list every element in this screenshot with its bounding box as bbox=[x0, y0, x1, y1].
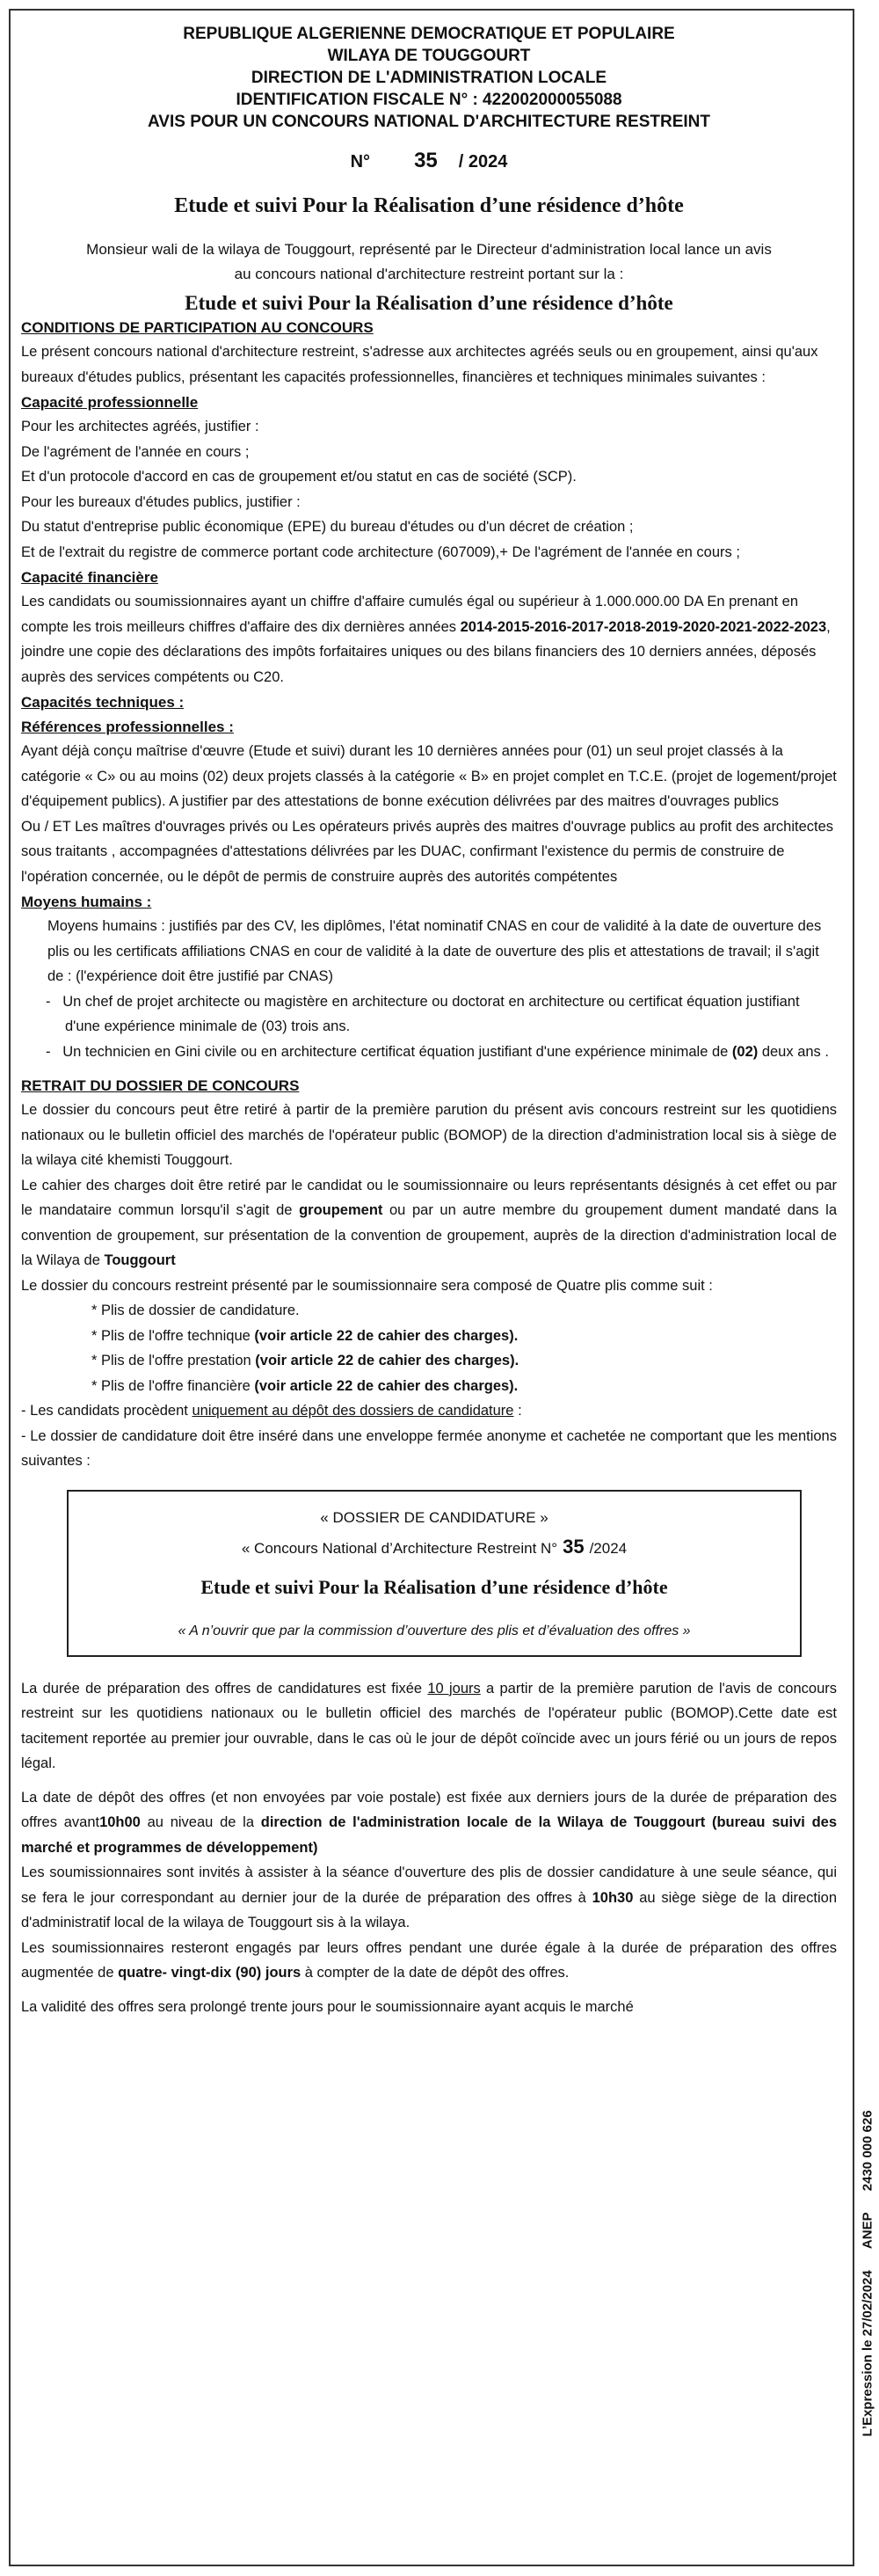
cap-pro-line: Du statut d'entreprise public économique (EPE) du bureau d'études ou d'un décret de création ; bbox=[21, 519, 634, 535]
retrait-dash-underlined: uniquement au dépôt des dossiers de candidature bbox=[192, 1403, 514, 1419]
retrait-dash-text: - Les candidats procèdent bbox=[21, 1403, 193, 1419]
final-paragraph: La validité des offres sera prolongé trente jours pour le soumissionnaire ayant acquis le marché bbox=[21, 1998, 634, 2015]
cap-fin-text: Les candidats ou soumissionnaires ayant un chiffre d'affaire cumulés égal ou supérieur à 1.000.000.00 DA En prenant en compte les trois meilleurs chiffres d'affaire des dix dernières années bbox=[21, 594, 799, 635]
final-text: au siège siège de la direction d'administratif local de la wilaya de Touggourt sis à la wilaya. bbox=[21, 1889, 837, 1930]
header-wilaya: WILAYA DE TOUGGOURT bbox=[327, 47, 531, 65]
intro-line-1: Monsieur wali de la wilaya de Touggourt, représenté par le Directeur d'administration local lance un avis bbox=[86, 241, 772, 258]
conditions-title: CONDITIONS DE PARTICIPATION AU CONCOURS bbox=[21, 319, 374, 336]
cap-pro-line: Pour les architectes agréés, justifier : bbox=[21, 419, 259, 434]
box-dossier-candidature: « DOSSIER DE CANDIDATURE » bbox=[320, 1508, 548, 1526]
moyens-item-text: Un chef de projet architecte ou magistère en architecture ou doctorat en architecture ou certificat équation justifiant d'une expérience minimale de (03) trois ans. bbox=[62, 993, 800, 1034]
retrait-paragraph: Le dossier du concours peut être retiré à partir de la première parution du présent avis concours restreint sur les quotidiens nationaux ou le bulletin officiel des marchés de l'opérateur public (BOMOP) de la direction d'administration local sis à siège de la wilaya cité khemisti Touggourt. bbox=[21, 1102, 837, 1168]
final-text: La durée de préparation des offres de candidatures est fixée bbox=[21, 1680, 428, 1697]
cap-fin-years: 2014-2015-2016-2017-2018-2019-2020-2021-2022-2023 bbox=[460, 618, 827, 635]
final-paragraph bbox=[21, 1936, 837, 1986]
cap-fin-text: , joindre une copie des déclarations des impôts forfaitaires uniques ou des bilans financiers des 10 derniers années, déposés auprès des services compétents ou C20. bbox=[21, 618, 831, 685]
cap-pro-line: Et de l'extrait du registre de commerce portant code architecture (607009),+ De l'agrément de l'année en cours ; bbox=[21, 544, 740, 560]
cap-fin-title: Capacité financière bbox=[21, 569, 158, 586]
header-fiscal-id: IDENTIFICATION FISCALE N° : 422002000055088 bbox=[236, 91, 622, 109]
pli-item: * Plis de dossier de candidature. bbox=[91, 1303, 300, 1318]
box-concours-year: /2024 bbox=[589, 1539, 628, 1557]
final-paragraph bbox=[21, 1676, 837, 1777]
moyens-item: - Un chef de projet architecte ou magistère en architecture ou doctorat en architecture ou certificat équation justifiant d'une expérience minimale de (03) trois ans. bbox=[46, 993, 800, 1034]
pli-item bbox=[21, 1348, 837, 1374]
number-year: / 2024 bbox=[458, 152, 508, 171]
box-concours-number bbox=[69, 1536, 800, 1558]
conditions-paragraph: Le présent concours national d'architecture restreint, s'adresse aux architectes agréés seuls ou en groupement, ainsi qu'aux bureaux d'études publics, présentant les capacités professionnelles, financières et techniques minimales suivantes : bbox=[21, 344, 818, 385]
final-validity-period: quatre- vingt-dix (90) jours bbox=[118, 1965, 301, 1981]
notice-subject-repeat: Etude et suivi Pour la Réalisation d’une résidence d’hôte bbox=[185, 292, 673, 314]
moyens-item-years: (02) bbox=[731, 1043, 759, 1060]
moyens-item-text: Un technicien en Gini civile ou en architecture certificat équation justifiant d'une expérience minimale de bbox=[62, 1043, 732, 1060]
header-republic: REPUBLIQUE ALGERIENNE DEMOCRATIQUE ET POPULAIRE bbox=[183, 25, 675, 43]
notice-subject: Etude et suivi Pour la Réalisation d’une résidence d’hôte bbox=[174, 194, 684, 217]
moyens-title: Moyens humains : bbox=[21, 894, 152, 910]
cap-tech-title: Capacités techniques : bbox=[21, 694, 185, 711]
notice-content bbox=[21, 23, 837, 2019]
final-paragraph bbox=[21, 1860, 837, 1936]
pli-reference: (voir article 22 de cahier des charges). bbox=[254, 1377, 519, 1394]
box-concours-value: 35 bbox=[563, 1535, 585, 1558]
pli-item bbox=[21, 1324, 837, 1349]
moyens-item: - Un technicien en Gini civile ou en architecture certificat équation justifiant d'une expérience minimale de (02) deux ans . bbox=[46, 1043, 829, 1060]
header-direction: DIRECTION DE L'ADMINISTRATION LOCALE bbox=[251, 69, 607, 87]
final-deposit-place: direction de l'administration locale de la Wilaya de Touggourt (bureau suivi des marché et programmes de développement) bbox=[21, 1814, 838, 1856]
envelope-label-box bbox=[67, 1490, 802, 1657]
final-text: Les soumissionnaires sont invités à assister à la séance d'ouverture des plis de dossier candidature à une seule séance, qui se fera le jour correspondant au dernier jour de la durée de préparation des offres à bbox=[21, 1864, 837, 1906]
retrait-dash-text: : bbox=[513, 1403, 522, 1419]
final-text: a partir de la première parution de l'avis de concours restreint sur les quotidiens nationaux ou le bulletin officiel des marchés de l'opérateur public (BOMOP).Cette date est tacitement reportée au premier jour ouvrable, dans le cas où le jour de dépôt coïncide avec un jours férié ou un jours de repos légal. bbox=[21, 1680, 837, 1771]
publication-source: L’Expression le 27/02/2024 bbox=[860, 2270, 875, 2437]
retrait-text: ou par un autre membre du groupement dument mandaté dans la convention de groupement, sur présentation de la convention de groupement, auprès de la direction d'administration local de la Wilaya de bbox=[21, 1202, 837, 1268]
final-duration: 10 jours bbox=[427, 1680, 481, 1697]
moyens-item-text: deux ans . bbox=[758, 1043, 829, 1060]
pli-reference: (voir article 22 de cahier des charges). bbox=[255, 1353, 519, 1368]
cap-pro-title: Capacité professionnelle bbox=[21, 394, 199, 411]
publication-sidebar-text bbox=[861, 2101, 875, 2445]
number-label: N° bbox=[350, 152, 371, 171]
retrait-dash bbox=[21, 1398, 837, 1424]
cap-pro-line: De l'agrément de l'année en cours ; bbox=[21, 443, 250, 460]
ref-title: Références professionnelles : bbox=[21, 719, 234, 735]
retrait-touggourt: Touggourt bbox=[104, 1252, 176, 1268]
retrait-paragraph bbox=[21, 1173, 837, 1273]
pli-label: * Plis de l'offre financière bbox=[91, 1377, 255, 1394]
pli-item bbox=[21, 1374, 837, 1399]
ref-paragraph: Ou / ET Les maîtres d'ouvrages privés ou Les opérateurs privés auprès des maitres d'ouvrage publics au profit des architectes sous traitants , accompagnées d'attestations délivrées par les DUAC, confirmant l'existence du permis de construire de l'opération concernée, ou le dépôt de permis de construire auprès des autorités compétentes bbox=[21, 818, 834, 885]
ref-paragraph: Ayant déjà conçu maîtrise d'œuvre (Etude et suivi) durant les 10 dernières années pour (01) un seul projet classés à la catégorie « C» ou au moins (02) deux projets classés à la catégorie « B» en projet complet en T.C.E. (projet de logement/projet d'équipement publics). A justifier par des attestations de bonne exécution délivrées par des maitres d'ouvrages publics bbox=[21, 743, 837, 809]
header-notice-title: AVIS POUR UN CONCOURS NATIONAL D'ARCHITECTURE RESTREINT bbox=[148, 113, 710, 131]
publication-sidebar bbox=[856, 1988, 879, 2559]
box-concours-text: « Concours National d’Architecture Restreint N° bbox=[241, 1539, 558, 1557]
final-text: Les soumissionnaires resteront engagés par leurs offres pendant une durée égale à la durée de préparation des offres augmentée de bbox=[21, 1939, 837, 1981]
moyens-paragraph: Moyens humains : justifiés par des CV, les diplômes, l'état nominatif CNAS en cour de validité à la date de ouverture des plis ou les certificats affiliations CNAS en cour de validité à la date de ouverture des plis et attestations de travail; il s'agit de : (l'expérience doit être justifié par CNAS) bbox=[47, 918, 822, 984]
cap-pro-line: Et d'un protocole d'accord en cas de groupement et/ou statut en cas de société (SCP). bbox=[21, 469, 577, 485]
retrait-title: RETRAIT DU DOSSIER DE CONCOURS bbox=[21, 1077, 300, 1094]
intro-line-2: au concours national d'architecture restreint portant sur la : bbox=[234, 266, 624, 282]
publication-ref: 2430 000 626 bbox=[860, 2110, 875, 2192]
retrait-paragraph: Le dossier du concours restreint présenté par le soumissionnaire sera composé de Quatre plis comme suit : bbox=[21, 1277, 713, 1294]
number-value: 35 bbox=[414, 149, 438, 172]
final-deadline-time: 10h00 bbox=[99, 1814, 141, 1830]
final-text: au niveau de la bbox=[140, 1814, 261, 1830]
final-text: La date de dépôt des offres (et non envoyées par voie postale) est fixée aux derniers jours de la durée de préparation des offres avant bbox=[21, 1789, 837, 1830]
pli-label: * Plis de l'offre prestation bbox=[91, 1353, 256, 1368]
notice-number bbox=[21, 149, 837, 173]
pli-reference: (voir article 22 de cahier des charges). bbox=[254, 1327, 519, 1344]
retrait-text: Le cahier des charges doit être retiré par le candidat ou le soumissionnaire ou leurs représentants désignés à cet effet ou par le mandataire commun lorsqu'il s'agit de bbox=[21, 1177, 837, 1218]
publication-anep: ANEP bbox=[860, 2212, 875, 2250]
retrait-dash: - Le dossier de candidature doit être inséré dans une enveloppe fermée anonyme et cachetée ne comportant que les mentions suivantes : bbox=[21, 1427, 837, 1469]
final-text: à compter de la date de dépôt des offres. bbox=[301, 1965, 570, 1981]
final-paragraph bbox=[21, 1785, 837, 1861]
retrait-groupement: groupement bbox=[299, 1202, 383, 1218]
pli-label: * Plis de l'offre technique bbox=[91, 1327, 255, 1344]
final-opening-time: 10h30 bbox=[592, 1889, 634, 1906]
box-opening-note: « A n’ouvrir que par la commission d’ouverture des plis et d’évaluation des offres » bbox=[178, 1623, 691, 1638]
cap-pro-line: Pour les bureaux d'études publics, justifier : bbox=[21, 493, 301, 510]
box-subject: Etude et suivi Pour la Réalisation d’une résidence d’hôte bbox=[200, 1575, 668, 1598]
cap-fin-paragraph bbox=[21, 589, 837, 690]
